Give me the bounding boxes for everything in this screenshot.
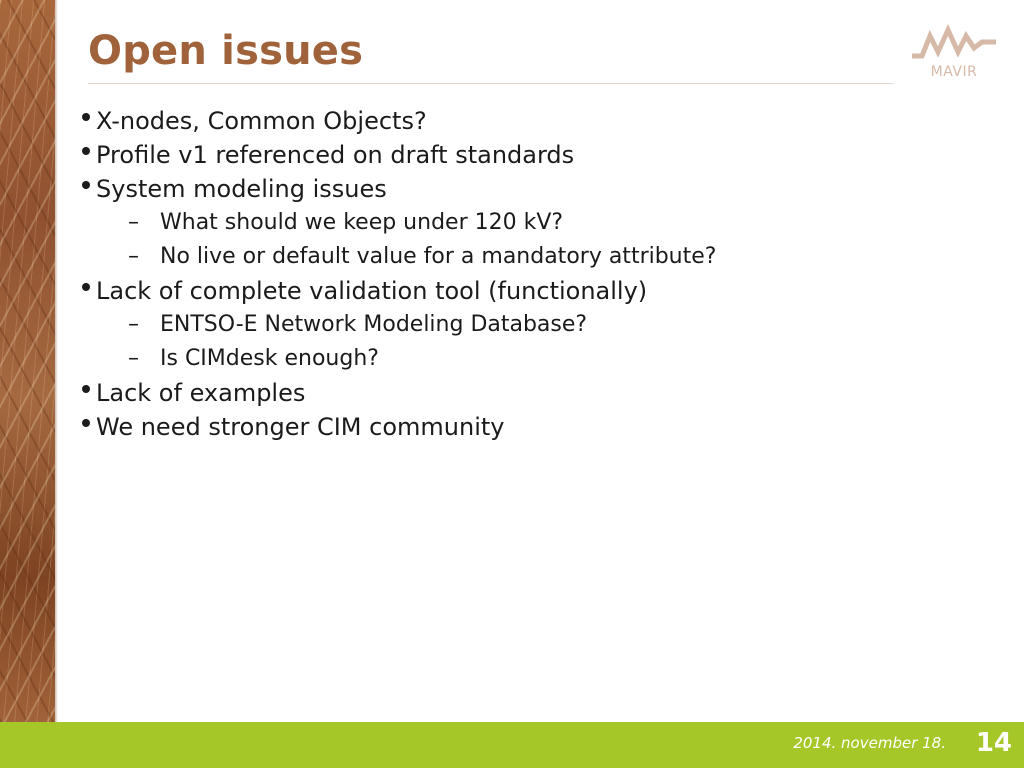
- logo-text: MAVIR: [930, 64, 978, 80]
- list-item: [76, 410, 716, 444]
- list-item-text: Profile v1 referenced on draft standards: [96, 141, 575, 169]
- sub-list-item: [76, 206, 716, 240]
- list-item: [76, 104, 716, 138]
- title-divider: [88, 83, 893, 84]
- sub-list-item: [76, 240, 716, 274]
- sub-list-item-text: No live or default value for a mandatory attribute?: [160, 244, 717, 269]
- sub-list-item: [76, 308, 716, 342]
- sub-list-item-text: ENTSO-E Network Modeling Database?: [160, 312, 588, 337]
- dash-icon: –: [128, 244, 139, 269]
- sub-list-item-text: Is CIMdesk enough?: [160, 346, 379, 371]
- footer-bar: [0, 722, 1024, 768]
- bullet-dot-icon: [82, 147, 90, 155]
- page-title: Open issues: [88, 28, 364, 74]
- bullet-dot-icon: [82, 113, 90, 121]
- bullet-dot-icon: [82, 283, 90, 291]
- list-item-text: Lack of examples: [96, 379, 306, 407]
- footer-date: 2014. november 18.: [793, 734, 946, 752]
- bullet-dot-icon: [82, 419, 90, 427]
- dash-icon: –: [128, 346, 139, 371]
- bullet-dot-icon: [82, 385, 90, 393]
- decorative-side-strip: [0, 0, 55, 722]
- page-number: 14: [975, 728, 1012, 758]
- bullet-dot-icon: [82, 181, 90, 189]
- list-item-text: We need stronger CIM community: [96, 413, 505, 441]
- list-item: [76, 138, 716, 172]
- list-item: [76, 172, 716, 206]
- bullet-list: [76, 104, 716, 444]
- mavir-logo-icon: [908, 22, 1000, 88]
- dash-icon: –: [128, 210, 139, 235]
- list-item: [76, 376, 716, 410]
- sub-list-item: [76, 342, 716, 376]
- list-item-text: X-nodes, Common Objects?: [96, 107, 427, 135]
- list-item-text: Lack of complete validation tool (functionally): [96, 277, 648, 305]
- list-item: [76, 274, 716, 308]
- logo-mark-icon: [908, 22, 1000, 64]
- dash-icon: –: [128, 312, 139, 337]
- sub-list-item-text: What should we keep under 120 kV?: [160, 210, 564, 235]
- list-item-text: System modeling issues: [96, 175, 387, 203]
